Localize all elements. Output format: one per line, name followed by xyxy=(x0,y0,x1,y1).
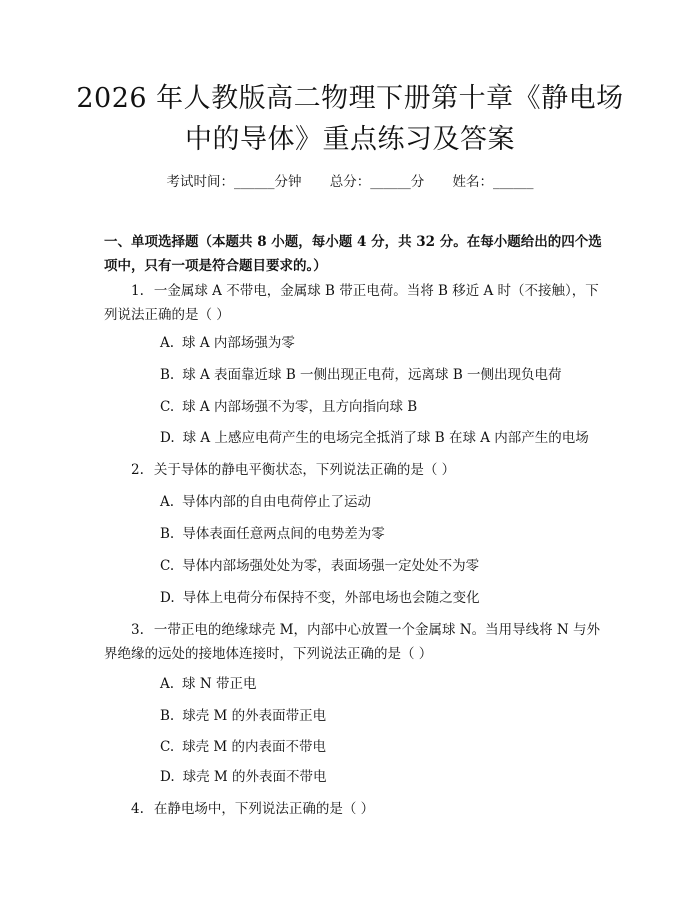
question-stem: 关于导体的静电平衡状态，下列说法正确的是（ ） xyxy=(153,462,456,478)
student-name: 姓名：______ xyxy=(452,174,534,190)
option-1a xyxy=(160,333,640,353)
question-3 xyxy=(104,618,612,666)
title-line-2: 中的导体》重点练习及答案 xyxy=(185,124,515,155)
option-1b xyxy=(160,365,640,385)
option-2d xyxy=(160,588,640,608)
option-text: 球壳 M 的内表面不带电 xyxy=(182,739,327,755)
option-1d xyxy=(160,428,640,448)
option-text: 球 A 表面靠近球 B 一侧出现正电荷，远离球 B 一侧出现负电荷 xyxy=(182,367,562,383)
option-letter: D. xyxy=(160,590,175,606)
question-number: 1. xyxy=(131,283,144,299)
option-letter: A. xyxy=(160,494,175,510)
option-3b xyxy=(160,706,640,726)
question-number: 4. xyxy=(131,801,144,817)
total-score: 总分：______分 xyxy=(329,174,425,190)
question-stem: 一金属球 A 不带电，金属球 B 带正电荷。当将 B 移近 A 时（不接触），下列说法正确的是（ ） xyxy=(104,283,599,323)
option-letter: A. xyxy=(160,335,175,351)
option-2a xyxy=(160,492,640,512)
option-text: 球 A 内部场强不为零，且方向指向球 B xyxy=(182,399,418,415)
option-3d xyxy=(160,767,640,787)
option-letter: C. xyxy=(160,558,175,574)
option-letter: D. xyxy=(160,430,175,446)
option-text: 球壳 M 的外表面不带电 xyxy=(182,769,327,785)
option-text: 球 A 内部场强为零 xyxy=(182,335,295,351)
question-stem: 在静电场中，下列说法正确的是（ ） xyxy=(153,801,375,817)
option-letter: B. xyxy=(160,526,175,542)
option-3a xyxy=(160,674,640,694)
exam-info xyxy=(0,170,700,190)
question-stem: 一带正电的绝缘球壳 M，内部中心放置一个金属球 N。当用导线将 N 与外界绝缘的远处的接地体连接时，下列说法正确的是（ ） xyxy=(104,622,601,662)
section-heading: 一、单项选择题（本题共 8 小题，每小题 4 分，共 32 分。在每小题给出的四个选项中，只有一项是符合题目要求的。） xyxy=(104,234,602,274)
option-text: 球 N 带正电 xyxy=(182,676,257,692)
document-title xyxy=(60,78,640,160)
question-4 xyxy=(104,797,612,821)
option-text: 导体上电荷分布保持不变，外部电场也会随之变化 xyxy=(182,590,480,606)
option-letter: C. xyxy=(160,399,175,415)
question-2 xyxy=(104,458,612,482)
option-2c xyxy=(160,556,640,576)
option-letter: C. xyxy=(160,739,175,755)
question-1 xyxy=(104,279,612,327)
option-text: 球 A 上感应电荷产生的电场完全抵消了球 B 在球 A 内部产生的电场 xyxy=(182,430,589,446)
exam-time: 考试时间：______分钟 xyxy=(166,174,302,190)
question-number: 2. xyxy=(131,462,144,478)
option-text: 导体内部场强处处为零，表面场强一定处处不为零 xyxy=(182,558,480,574)
option-letter: B. xyxy=(160,367,175,383)
option-letter: B. xyxy=(160,708,175,724)
question-number: 3. xyxy=(131,622,144,638)
option-letter: A. xyxy=(160,676,175,692)
option-text: 导体内部的自由电荷停止了运动 xyxy=(182,494,372,510)
option-1c xyxy=(160,397,640,417)
option-3c xyxy=(160,737,640,757)
option-2b xyxy=(160,524,640,544)
option-text: 导体表面任意两点间的电势差为零 xyxy=(182,526,385,542)
option-letter: D. xyxy=(160,769,175,785)
option-text: 球壳 M 的外表面带正电 xyxy=(182,708,327,724)
title-line-1: 2026 年人教版高二物理下册第十章《静电场 xyxy=(76,83,624,114)
